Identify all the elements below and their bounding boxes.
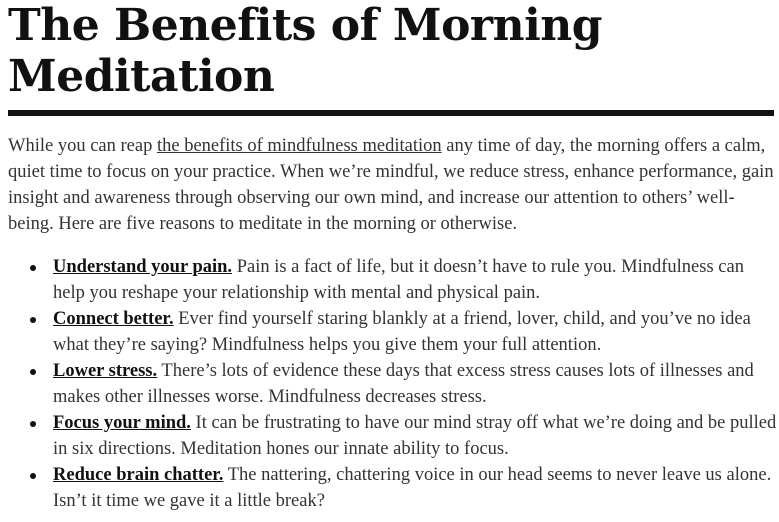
reasons-list: [8, 254, 778, 514]
mindfulness-benefits-link[interactable]: the benefits of mindfulness meditation: [156, 136, 442, 156]
list-item-text: It can be frustrating to have our mind stray off what we’re doing and be pulled in six directions. Meditation hones our innate ability to focus.: [53, 413, 777, 459]
intro-paragraph: [8, 133, 778, 237]
understand-pain-link[interactable]: Understand your pain.: [53, 257, 233, 277]
intro-text-end: any time of day, the morning offers a calm, quiet time to focus on your practice. When we’re mindful, we reduce stress, enhance performance, gain insight and awareness through observing our own mind, and increase our attention to others’ well-being. Here are five reasons to meditate in the morning or otherwise.: [8, 136, 774, 234]
list-item: [8, 410, 778, 462]
title-divider: [8, 110, 774, 116]
list-item-text: The nattering, chattering voice in our head seems to never leave us alone. Isn’t it time we gave it a little break?: [53, 465, 772, 511]
list-item-text: Ever find yourself staring blankly at a friend, lover, child, and you’ve no idea what they’re saying? Mindfulness helps you give them your full attention.: [53, 309, 751, 355]
article-title: The Benefits of Morning Meditation: [8, 0, 603, 102]
bullet-icon: [30, 265, 36, 271]
reduce-chatter-link[interactable]: Reduce brain chatter.: [53, 465, 224, 485]
lower-stress-link[interactable]: Lower stress.: [53, 361, 158, 381]
list-item: [8, 254, 778, 306]
list-item: [8, 306, 778, 358]
bullet-icon: [30, 473, 36, 479]
intro-text-start: While you can reap: [8, 136, 157, 156]
list-item-text: There’s lots of evidence these days that excess stress causes lots of illnesses and makes other illnesses worse. Mindfulness decreases stress.: [53, 361, 754, 407]
focus-mind-link[interactable]: Focus your mind.: [53, 413, 191, 433]
bullet-icon: [30, 317, 36, 323]
list-item-text: Pain is a fact of life, but it doesn’t have to rule you. Mindfulness can help you reshape your relationship with mental and physical pain.: [53, 257, 744, 303]
bullet-icon: [30, 421, 36, 427]
bullet-icon: [30, 369, 36, 375]
connect-better-link[interactable]: Connect better.: [53, 309, 174, 329]
list-item: [8, 358, 778, 410]
list-item: [8, 462, 778, 514]
